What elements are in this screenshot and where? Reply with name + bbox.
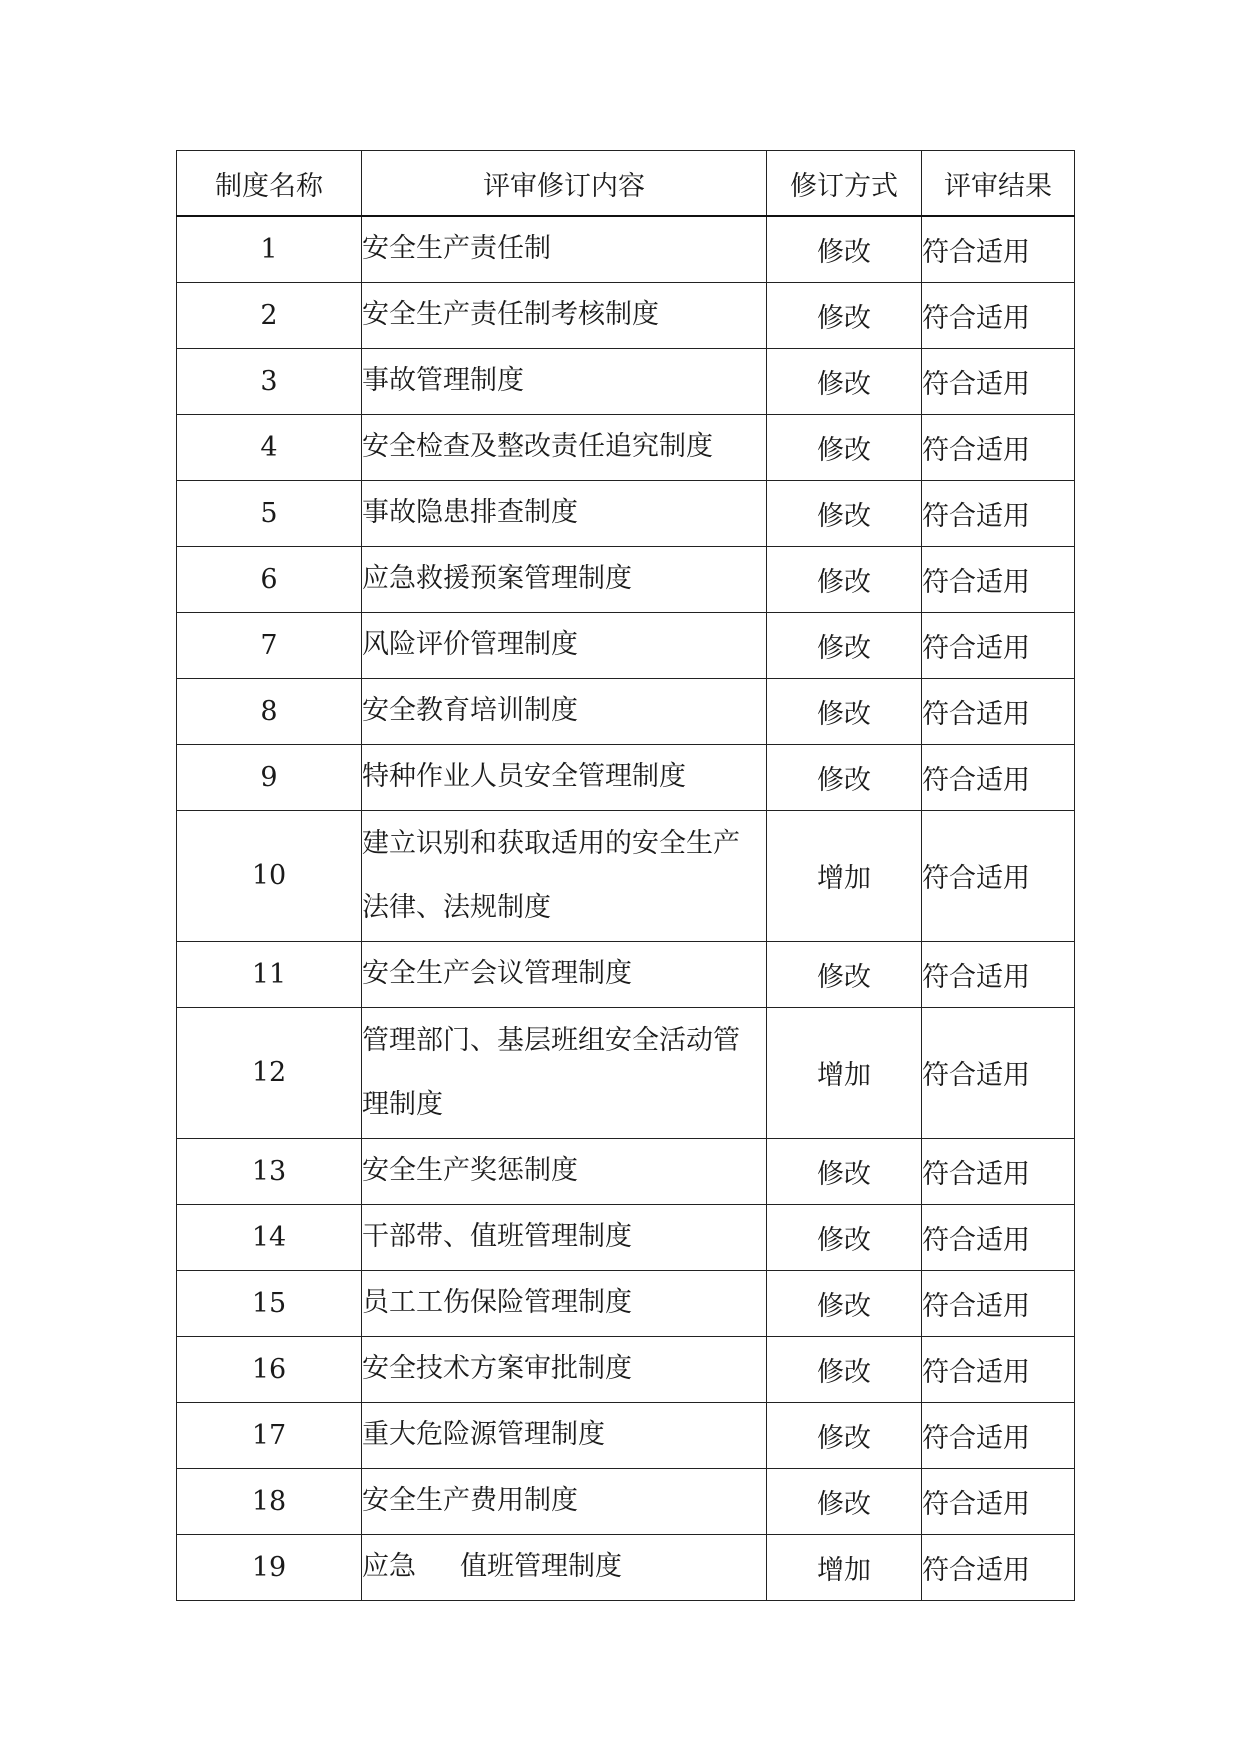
- table-row: [177, 414, 1075, 480]
- row-mode: 修改: [767, 1138, 922, 1204]
- row-content: 安全教育培训制度: [362, 678, 767, 744]
- row-mode: 修改: [767, 1270, 922, 1336]
- row-mode: 修改: [767, 744, 922, 810]
- table-row: [177, 1204, 1075, 1270]
- row-result: 符合适用: [922, 941, 1075, 1007]
- row-content: 安全生产奖惩制度: [362, 1138, 767, 1204]
- row-mode: 修改: [767, 546, 922, 612]
- row-result: 符合适用: [922, 216, 1075, 282]
- row-content: [362, 1534, 767, 1600]
- header-result: 评审结果: [922, 151, 1075, 217]
- row-content: 安全检查及整改责任追究制度: [362, 414, 767, 480]
- row-content: 安全技术方案审批制度: [362, 1336, 767, 1402]
- row-content: 重大危险源管理制度: [362, 1402, 767, 1468]
- table-row: [177, 810, 1075, 941]
- row-number: 4: [177, 414, 362, 480]
- row-number: 3: [177, 348, 362, 414]
- table-row: [177, 1007, 1075, 1138]
- row-content-part2: 值班管理制度: [460, 1551, 622, 1582]
- row-result: 符合适用: [922, 1468, 1075, 1534]
- row-content-part1: 应急: [362, 1551, 416, 1582]
- row-result: 符合适用: [922, 546, 1075, 612]
- row-result: 符合适用: [922, 1204, 1075, 1270]
- row-result: 符合适用: [922, 1534, 1075, 1600]
- row-result: 符合适用: [922, 744, 1075, 810]
- review-table: [176, 150, 1075, 1601]
- row-mode: 增加: [767, 1534, 922, 1600]
- row-number: 15: [177, 1270, 362, 1336]
- row-mode: 修改: [767, 282, 922, 348]
- table-row: [177, 282, 1075, 348]
- row-mode: 修改: [767, 1204, 922, 1270]
- row-number: 10: [177, 810, 362, 941]
- header-content: 评审修订内容: [362, 151, 767, 217]
- row-number: 7: [177, 612, 362, 678]
- row-mode: 修改: [767, 1336, 922, 1402]
- row-number: 2: [177, 282, 362, 348]
- row-number: 9: [177, 744, 362, 810]
- row-content: 建立识别和获取适用的安全生产法律、法规制度: [362, 810, 767, 941]
- row-number: 17: [177, 1402, 362, 1468]
- row-number: 5: [177, 480, 362, 546]
- row-content: 安全生产会议管理制度: [362, 941, 767, 1007]
- row-content: 应急救援预案管理制度: [362, 546, 767, 612]
- row-mode: 修改: [767, 216, 922, 282]
- row-number: 19: [177, 1534, 362, 1600]
- header-mode: 修订方式: [767, 151, 922, 217]
- row-content: 干部带、值班管理制度: [362, 1204, 767, 1270]
- row-result: 符合适用: [922, 678, 1075, 744]
- row-number: 16: [177, 1336, 362, 1402]
- row-result: 符合适用: [922, 414, 1075, 480]
- row-mode: 修改: [767, 612, 922, 678]
- table-row: [177, 1468, 1075, 1534]
- row-mode: 修改: [767, 941, 922, 1007]
- table-row: [177, 612, 1075, 678]
- table-row: [177, 546, 1075, 612]
- row-number: 12: [177, 1007, 362, 1138]
- row-result: 符合适用: [922, 1270, 1075, 1336]
- row-content: 安全生产费用制度: [362, 1468, 767, 1534]
- row-number: 6: [177, 546, 362, 612]
- row-mode: 增加: [767, 1007, 922, 1138]
- row-content: 事故管理制度: [362, 348, 767, 414]
- row-mode: 修改: [767, 480, 922, 546]
- row-content: 管理部门、基层班组安全活动管理制度: [362, 1007, 767, 1138]
- row-number: 1: [177, 216, 362, 282]
- row-result: 符合适用: [922, 480, 1075, 546]
- table-row: [177, 1402, 1075, 1468]
- header-name: 制度名称: [177, 151, 362, 217]
- row-number: 11: [177, 941, 362, 1007]
- table-row: [177, 480, 1075, 546]
- row-mode: 修改: [767, 1468, 922, 1534]
- row-result: 符合适用: [922, 282, 1075, 348]
- row-number: 18: [177, 1468, 362, 1534]
- row-result: 符合适用: [922, 1336, 1075, 1402]
- row-result: 符合适用: [922, 612, 1075, 678]
- row-content: 风险评价管理制度: [362, 612, 767, 678]
- row-content: 特种作业人员安全管理制度: [362, 744, 767, 810]
- row-result: 符合适用: [922, 1402, 1075, 1468]
- row-mode: 修改: [767, 414, 922, 480]
- row-number: 13: [177, 1138, 362, 1204]
- table-row: [177, 1138, 1075, 1204]
- row-result: 符合适用: [922, 1007, 1075, 1138]
- table-row: [177, 1534, 1075, 1600]
- table-row: [177, 348, 1075, 414]
- table-row: [177, 678, 1075, 744]
- table-header-row: [177, 151, 1075, 217]
- row-content: 事故隐患排查制度: [362, 480, 767, 546]
- row-result: 符合适用: [922, 1138, 1075, 1204]
- table-row: [177, 1336, 1075, 1402]
- row-mode: 修改: [767, 678, 922, 744]
- row-content: 安全生产责任制: [362, 216, 767, 282]
- row-number: 14: [177, 1204, 362, 1270]
- row-result: 符合适用: [922, 348, 1075, 414]
- table-row: [177, 216, 1075, 282]
- table-row: [177, 744, 1075, 810]
- table-row: [177, 1270, 1075, 1336]
- row-result: 符合适用: [922, 810, 1075, 941]
- row-mode: 增加: [767, 810, 922, 941]
- row-mode: 修改: [767, 348, 922, 414]
- table-row: [177, 941, 1075, 1007]
- row-content: 安全生产责任制考核制度: [362, 282, 767, 348]
- row-content: 员工工伤保险管理制度: [362, 1270, 767, 1336]
- row-number: 8: [177, 678, 362, 744]
- row-mode: 修改: [767, 1402, 922, 1468]
